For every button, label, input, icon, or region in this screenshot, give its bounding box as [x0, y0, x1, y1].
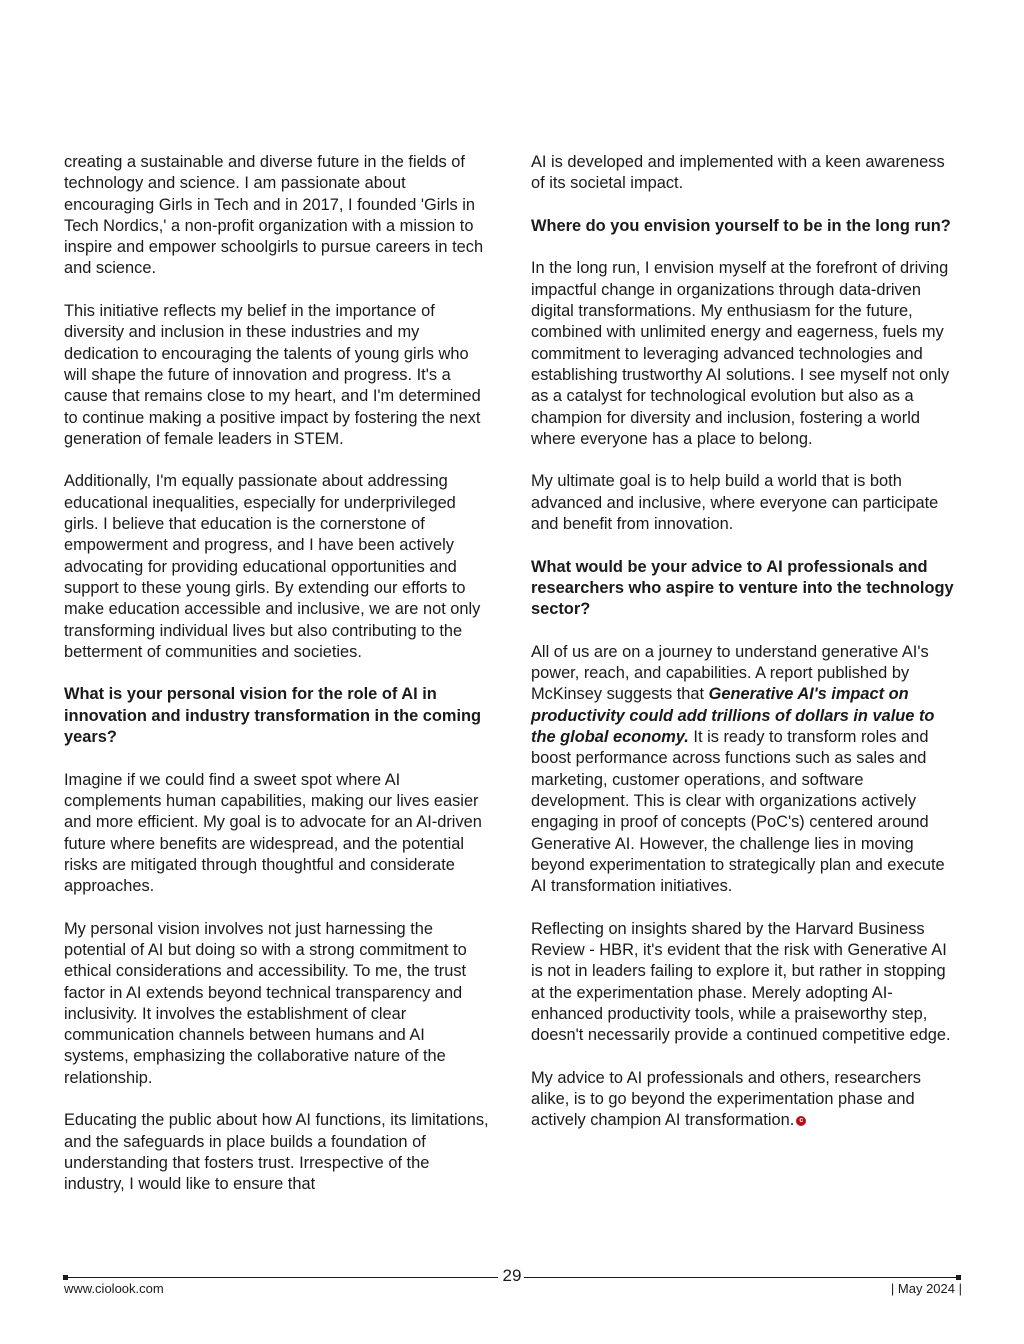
interview-question: What would be your advice to AI professionals and researchers who aspire to venture into the technology sector? [531, 557, 954, 619]
paragraph: Additionally, I'm equally passionate about addressing educational inequalities, especially for underprivileged girls. I believe that education is the cornerstone of empowerment and progress, and I have been actively advocating for providing educational opportunities and support to these young girls. By extending our efforts to make education accessible and inclusive, we are not only transforming individual lives but also contributing to the betterment of communities and societies. [64, 472, 481, 661]
emphasized-quote: Generative AI's impact on productivity could add trillions of dollars in value to the global economy. [531, 685, 935, 747]
paragraph: Reflecting on insights shared by the Harvard Business Review - HBR, it's evident that the risk with Generative AI is not in leaders failing to explore it, but rather in stopping at the experimentation phase. Merely adopting AI-enhanced productivity tools, while a praiseworthy step, doesn't necessarily provide a continued competitive edge. [531, 919, 951, 1045]
footer-date: | May 2024 | [890, 1281, 962, 1296]
interview-question: What is your personal vision for the role of AI in innovation and industry transformation in the coming years? [64, 685, 482, 747]
footer-rule-end [956, 1275, 961, 1280]
footer-rule [524, 1277, 958, 1278]
paragraph-text: It is ready to transform roles and boost performance across functions such as sales and marketing, customer operations, and software development. This is clear with organizations actively engaging in proof of concepts (PoC's) centered around Generative AI. However, the challenge lies in moving beyond experimentation to strategically plan and execute AI transformation initiatives. [531, 728, 945, 896]
paragraph: My personal vision involves not just harnessing the potential of AI but doing so with a strong commitment to ethical considerations and accessibility. To me, the trust factor in AI extends beyond technical transparency and inclusivity. It involves the establishment of clear communication channels between humans and AI systems, emphasizing the collaborative nature of the relationship. [64, 919, 467, 1087]
closing-paragraph [531, 1068, 959, 1132]
paragraph: In the long run, I envision myself at the forefront of driving impactful change in organizations through data-driven digital transformations. My enthusiasm for the future, combined with unlimited energy and eagerness, fuels my commitment to leveraging advanced technologies and establishing trustworthy AI solutions. I see myself not only as a catalyst for technological evolution but also as a champion for diversity and inclusion, fostering a world where everyone has a place to belong. [531, 259, 950, 448]
paragraph: Educating the public about how AI functions, its limitations, and the safeguards in place builds a foundation of understanding that fosters trust. Irrespective of the industry, I would like to ensure that [64, 1111, 489, 1194]
paragraph-text: All of us are on a journey to understand generative AI's power, reach, and capabilities. A report published by McKinsey suggests that [531, 642, 929, 704]
footer-website: www.ciolook.com [64, 1281, 164, 1296]
cio-logo-icon: c [796, 1116, 806, 1126]
right-column [531, 152, 959, 1132]
paragraph: Imagine if we could find a sweet spot where AI complements human capabilities, making our lives easier and more efficient. My goal is to advocate for an AI-driven future where benefits are widespread, and the potential risks are mitigated through thoughtful and considerate approaches. [64, 770, 482, 896]
paragraph [531, 642, 959, 898]
page-number: 29 [502, 1266, 522, 1285]
interview-question: Where do you envision yourself to be in the long run? [531, 216, 951, 235]
left-column [64, 152, 492, 1196]
footer-rule [66, 1277, 498, 1278]
paragraph: creating a sustainable and diverse future in the fields of technology and science. I am passionate about encouraging Girls in Tech and in 2017, I founded 'Girls in Tech Nordics,' a non-profit organization with a mission to inspire and empower schoolgirls to pursue careers in tech and science. [64, 153, 484, 278]
paragraph: This initiative reflects my belief in the importance of diversity and inclusion in these industries and my dedication to encouraging the talents of young girls who will shape the future of innovation and progress. It's a cause that remains close to my heart, and I'm determined to continue making a positive impact by fostering the next generation of female leaders in STEM. [64, 302, 481, 448]
paragraph-text: My advice to AI professionals and others, researchers alike, is to go beyond the experimentation phase and actively champion AI transformation. [531, 1068, 921, 1130]
paragraph: AI is developed and implemented with a keen awareness of its societal impact. [531, 153, 945, 193]
paragraph: My ultimate goal is to help build a world that is both advanced and inclusive, where everyone can participate and benefit from innovation. [531, 472, 939, 534]
